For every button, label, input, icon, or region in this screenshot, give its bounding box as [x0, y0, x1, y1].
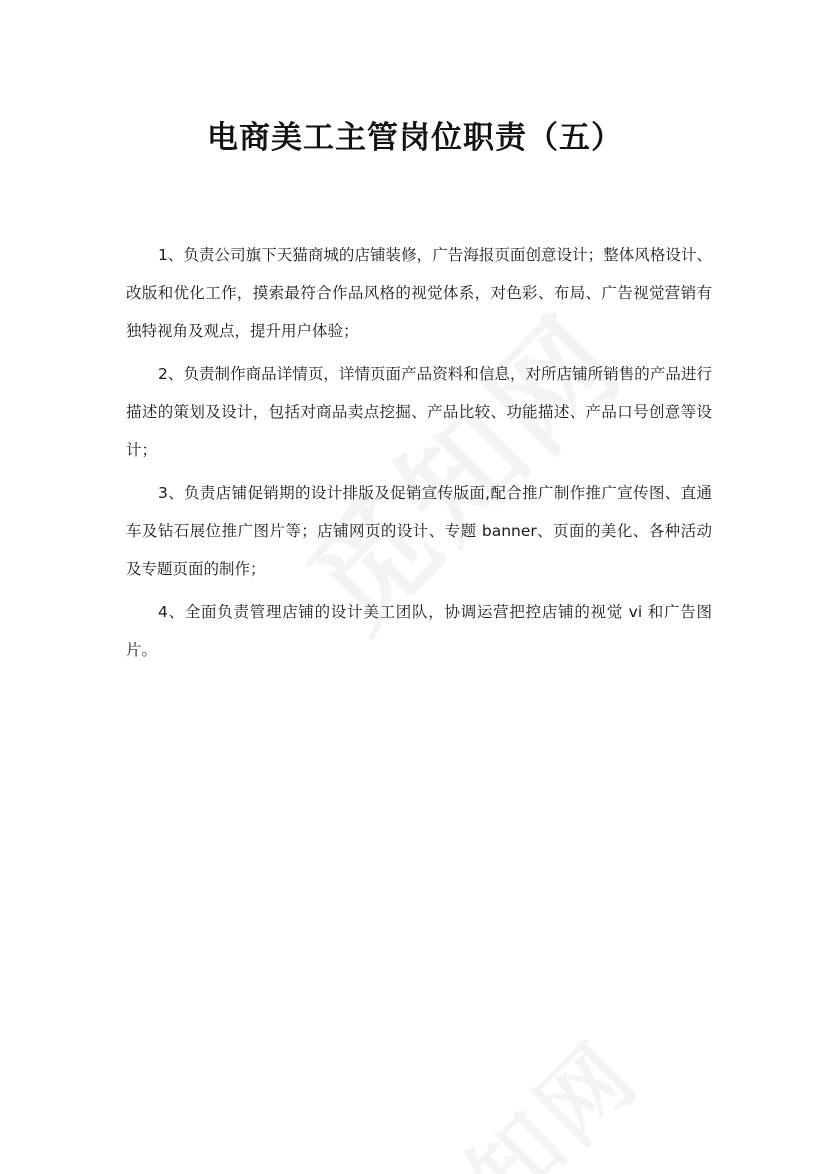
document-title: 电商美工主管岗位职责（五）: [207, 120, 623, 156]
paragraph-1: 1、负责公司旗下天猫商城的店铺装修，广告海报页面创意设计；整体风格设计、改版和优化工作，摸索最符合作品风格的视觉体系，对色彩、布局、广告视觉营销有独特视角及观点，提升用户体验；: [126, 246, 712, 340]
paragraph-3: 3、负责店铺促销期的设计排版及促销宣传版面,配合推广制作推广宣传图、直通车及钻石展位推广图片等；店铺网页的设计、专题 banner、页面的美化、各种活动及专题页面的制作；: [126, 484, 712, 578]
paragraph-4: 4、全面负责管理店铺的设计美工团队，协调运营把控店铺的视觉 vi 和广告图片。: [126, 603, 712, 659]
watermark: [366, 1007, 662, 1174]
document-body: [126, 236, 712, 674]
paragraph-2: 2、负责制作商品详情页，详情页面产品资料和信息，对所店铺所销售的产品进行描述的策划及设计，包括对商品卖点挖掘、产品比较、功能描述、产品口号创意等设计；: [126, 365, 712, 459]
